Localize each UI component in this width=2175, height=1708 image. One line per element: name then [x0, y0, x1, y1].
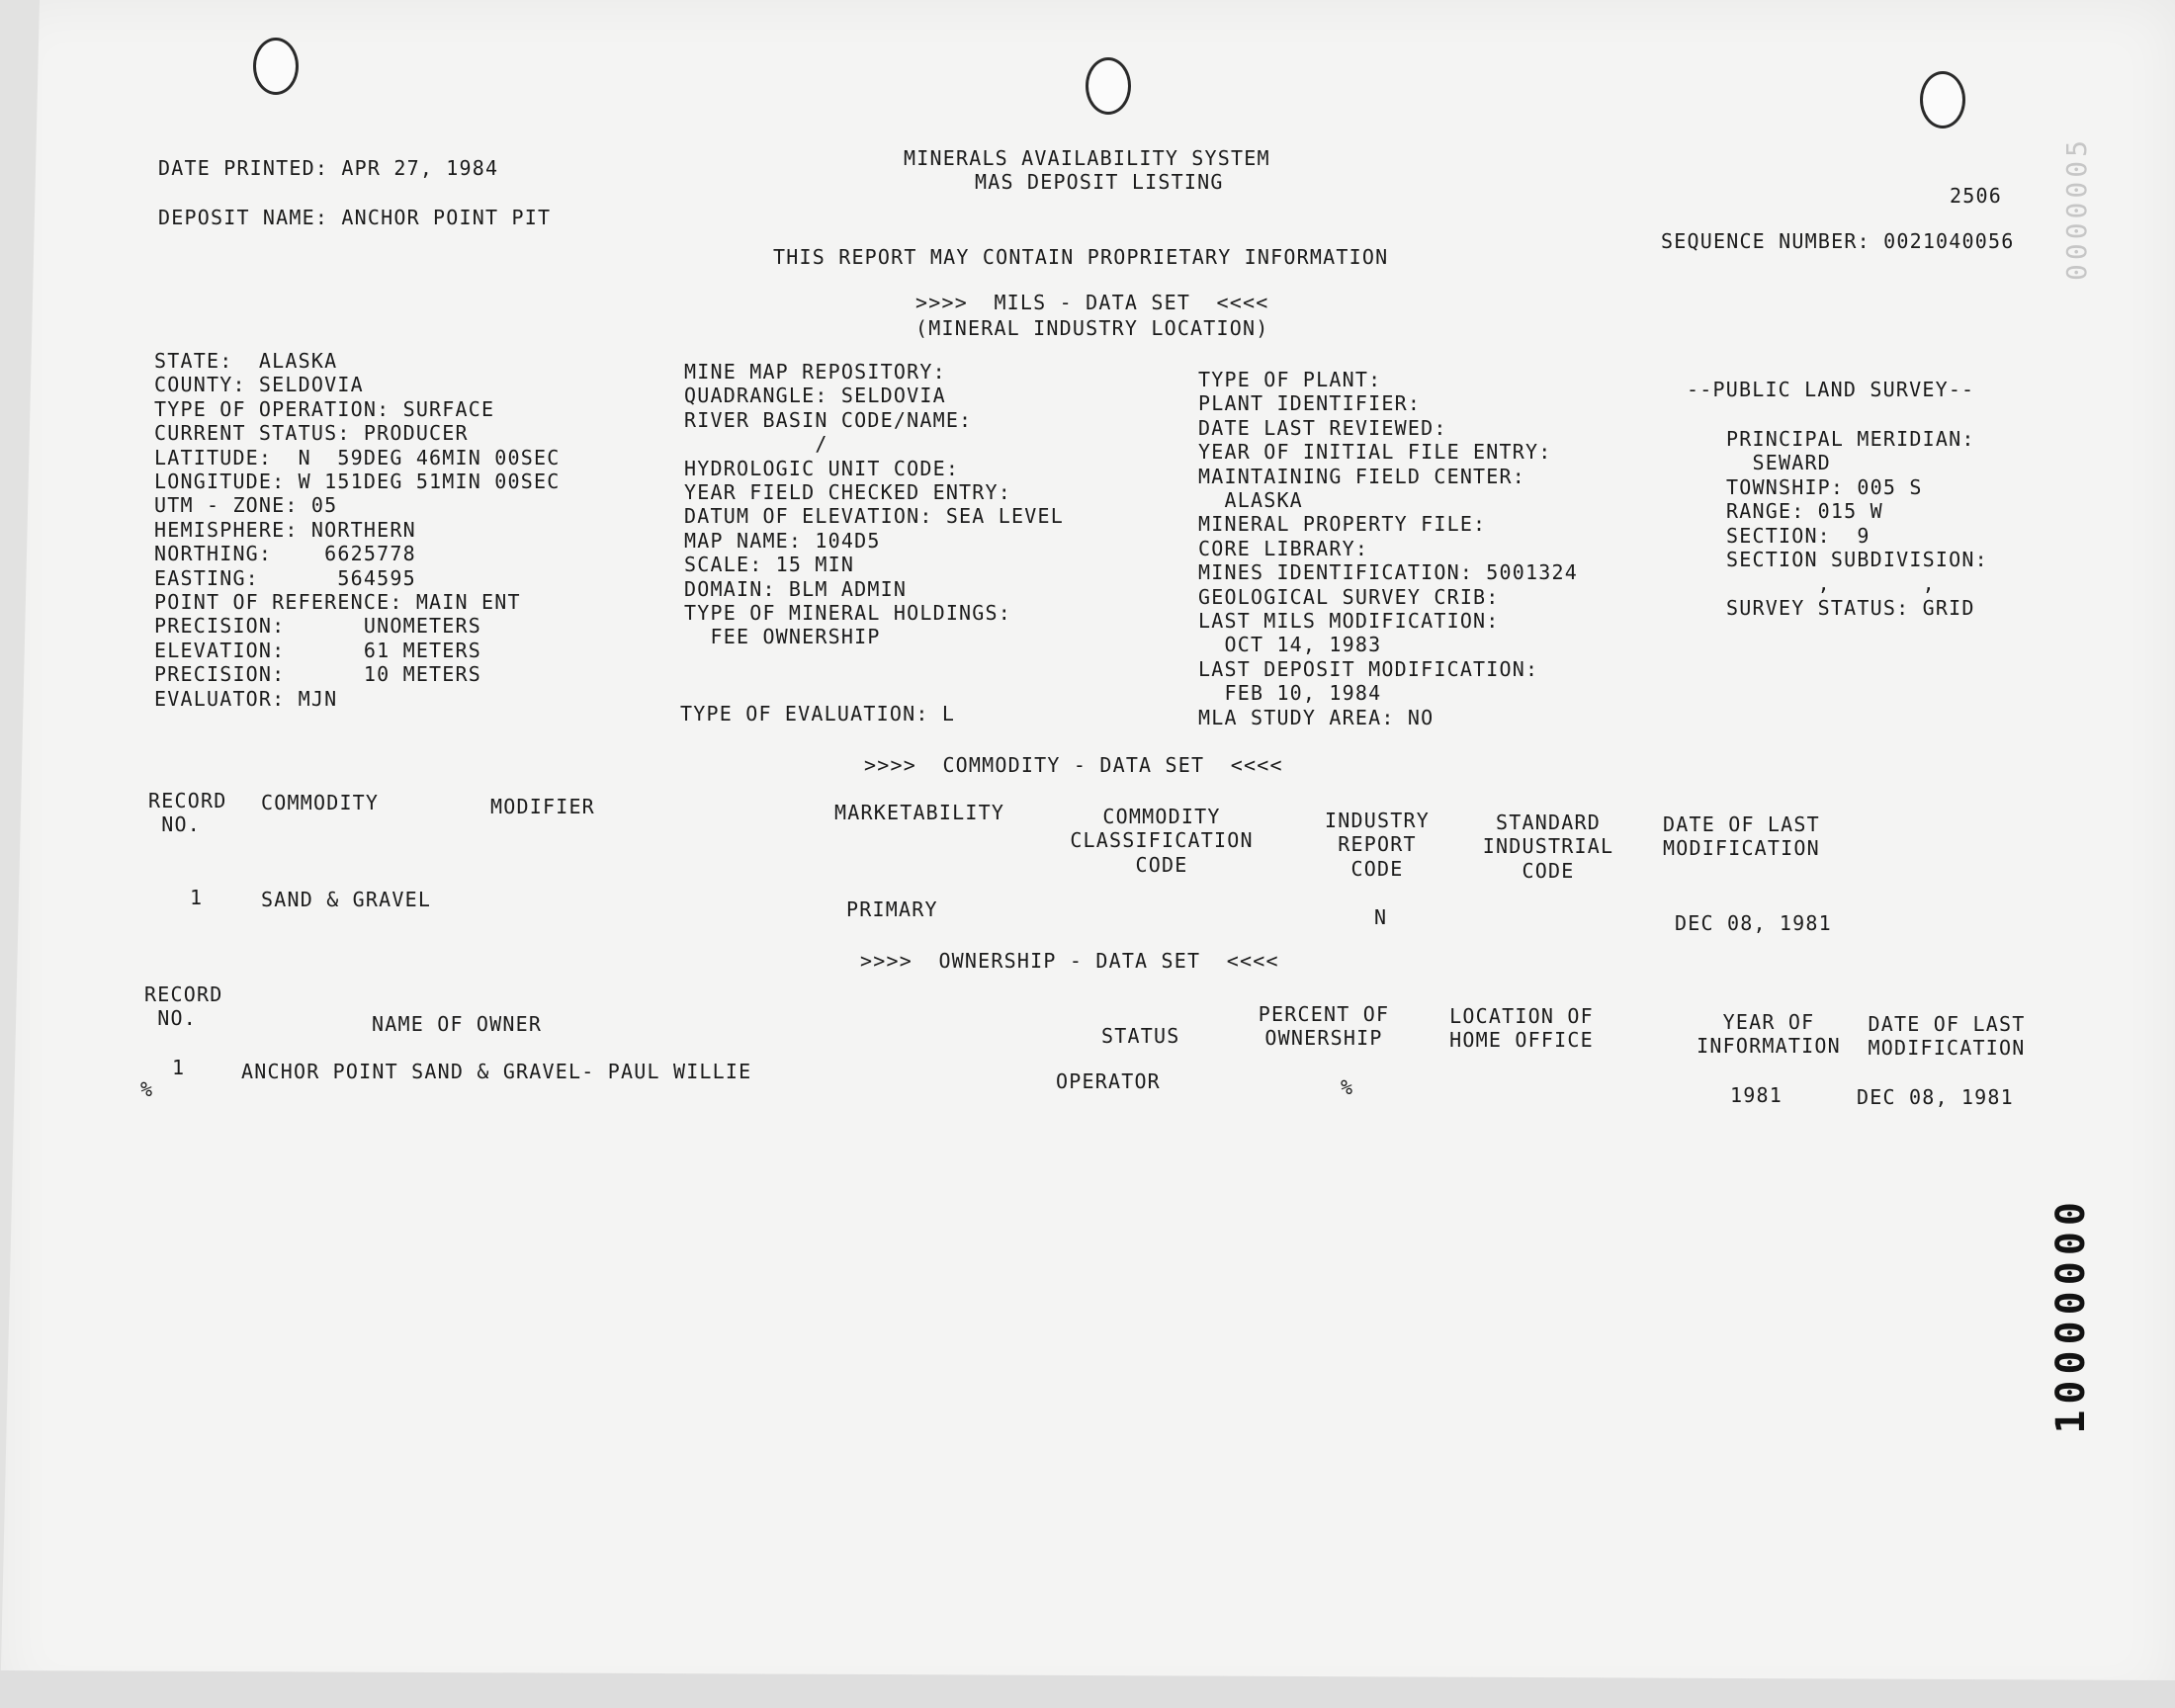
punch-hole-left — [253, 38, 299, 95]
location-line: POINT OF REFERENCE: MAIN ENT — [154, 590, 521, 615]
commodity-header-sic: STANDARD INDUSTRIAL CODE — [1482, 811, 1614, 883]
ownership-row-prefix: % — [140, 1077, 154, 1101]
location-line: PRECISION: UNOMETERS — [154, 614, 482, 639]
location-line: SECTION SUBDIVISION: — [1726, 548, 1988, 572]
punch-hole-center — [1086, 57, 1131, 115]
location-line: MINERAL PROPERTY FILE: — [1198, 512, 1487, 537]
location-line: TYPE OF PLANT: — [1198, 368, 1382, 391]
location-line: LATITUDE: N 59DEG 46MIN 00SEC — [154, 445, 561, 470]
location-line: OCT 14, 1983 — [1198, 633, 1382, 657]
location-line: LAST DEPOSIT MODIFICATION: — [1198, 656, 1539, 681]
location-line: ELEVATION: 61 METERS — [154, 638, 482, 662]
commodity-header-classification: COMMODITY CLASSIFICATION CODE — [1070, 805, 1254, 877]
location-line: SCALE: 15 MIN — [684, 553, 855, 577]
location-line: PRINCIPAL MERIDIAN: — [1726, 427, 1975, 451]
location-line: EASTING: 564595 — [154, 565, 416, 590]
frame-number-bottom: 10000000 — [2048, 1196, 2094, 1434]
ownership-header-year: YEAR OF INFORMATION — [1696, 1010, 1841, 1059]
mils-subtitle: (MINERAL INDUSTRY LOCATION) — [915, 316, 1269, 340]
location-column-4 — [1726, 427, 1988, 620]
commodity-name: SAND & GRAVEL — [261, 888, 432, 911]
location-column-2 — [684, 360, 1064, 649]
commodity-date-last-mod: DEC 08, 1981 — [1675, 911, 1832, 935]
location-line: DATE LAST REVIEWED: — [1198, 415, 1447, 440]
location-line: COUNTY: SELDOVIA — [154, 373, 364, 397]
location-line: HEMISPHERE: NORTHERN — [154, 517, 416, 542]
location-line: / — [684, 432, 828, 457]
page-number: 2506 — [1950, 184, 2002, 208]
location-line: MLA STUDY AREA: NO — [1198, 705, 1435, 729]
location-line: LONGITUDE: W 151DEG 51MIN 00SEC — [154, 470, 561, 494]
commodity-header-marketability: MARKETABILITY — [834, 801, 1005, 824]
location-line: PRECISION: 10 METERS — [154, 662, 482, 687]
public-land-survey-title: --PUBLIC LAND SURVEY-- — [1687, 378, 1975, 401]
location-line: YEAR OF INITIAL FILE ENTRY: — [1198, 440, 1552, 465]
location-line: SECTION: 9 — [1726, 523, 1870, 548]
commodity-header-date-last-mod: DATE OF LAST MODIFICATION — [1663, 812, 1820, 861]
location-line: TYPE OF OPERATION: SURFACE — [154, 396, 495, 421]
ownership-header-percent: PERCENT OF OWNERSHIP — [1258, 1002, 1390, 1051]
location-line: , , — [1726, 571, 1936, 596]
commodity-marketability: PRIMARY — [846, 897, 938, 921]
location-line: SEWARD — [1726, 451, 1831, 475]
commodity-industry-report: N — [1374, 905, 1388, 929]
sequence-number: SEQUENCE NUMBER: 0021040056 — [1661, 229, 2015, 253]
ownership-status: OPERATOR — [1056, 1069, 1161, 1093]
type-of-evaluation: TYPE OF EVALUATION: L — [680, 702, 956, 726]
ownership-header-record-no: RECORD NO. — [144, 982, 223, 1031]
location-line: MINE MAP REPOSITORY: — [684, 360, 946, 384]
location-line: NORTHING: 6625778 — [154, 542, 416, 566]
location-line: ALASKA — [1198, 488, 1303, 513]
location-line: CORE LIBRARY: — [1198, 536, 1369, 560]
location-line: RIVER BASIN CODE/NAME: — [684, 407, 973, 432]
location-line: DATUM OF ELEVATION: SEA LEVEL — [684, 504, 1064, 529]
location-line: QUADRANGLE: SELDOVIA — [684, 384, 946, 408]
location-line: CURRENT STATUS: PRODUCER — [154, 421, 469, 446]
location-line: UTM - ZONE: 05 — [154, 493, 338, 518]
ownership-banner: >>>> OWNERSHIP - DATA SET <<<< — [860, 949, 1279, 973]
commodity-header-commodity: COMMODITY — [261, 791, 380, 814]
deposit-name: DEPOSIT NAME: ANCHOR POINT PIT — [158, 206, 552, 229]
system-title: MINERALS AVAILABILITY SYSTEM — [904, 146, 1270, 170]
listing-title: MAS DEPOSIT LISTING — [975, 170, 1224, 194]
ownership-date-last-mod: DEC 08, 1981 — [1857, 1085, 2014, 1109]
commodity-header-modifier: MODIFIER — [490, 795, 595, 818]
location-line: MAINTAINING FIELD CENTER: — [1198, 464, 1526, 488]
ownership-percent: % — [1341, 1075, 1354, 1099]
location-line: GEOLOGICAL SURVEY CRIB: — [1198, 584, 1500, 609]
commodity-header-industry-report: INDUSTRY REPORT CODE — [1325, 809, 1430, 881]
location-line: HYDROLOGIC UNIT CODE: — [684, 456, 960, 480]
ownership-header-name: NAME OF OWNER — [372, 1012, 543, 1036]
location-line: STATE: ALASKA — [154, 349, 338, 373]
ownership-header-date-last-mod: DATE OF LAST MODIFICATION — [1868, 1012, 2026, 1061]
location-line: SURVEY STATUS: GRID — [1726, 595, 1975, 620]
commodity-banner: >>>> COMMODITY - DATA SET <<<< — [864, 753, 1283, 777]
location-line: FEE OWNERSHIP — [684, 625, 881, 649]
date-printed: DATE PRINTED: APR 27, 1984 — [158, 156, 499, 180]
location-column-1 — [154, 349, 560, 711]
location-line: DOMAIN: BLM ADMIN — [684, 576, 908, 601]
ownership-record-no: 1 — [172, 1056, 186, 1079]
ownership-year: 1981 — [1730, 1083, 1783, 1107]
punch-hole-right — [1920, 71, 1965, 128]
location-line: FEB 10, 1984 — [1198, 681, 1382, 706]
ownership-header-status: STATUS — [1101, 1024, 1180, 1048]
owner-name: ANCHOR POINT SAND & GRAVEL- PAUL WILLIE — [241, 1060, 752, 1083]
location-line: TOWNSHIP: 005 S — [1726, 474, 1923, 499]
location-line: EVALUATOR: MJN — [154, 686, 338, 711]
commodity-header-record-no: RECORD NO. — [148, 789, 227, 837]
mils-banner: >>>> MILS - DATA SET <<<< — [915, 291, 1269, 314]
location-line: MAP NAME: 104D5 — [684, 528, 881, 553]
proprietary-notice: THIS REPORT MAY CONTAIN PROPRIETARY INFORMATION — [773, 245, 1389, 269]
commodity-record-no: 1 — [190, 886, 204, 909]
location-column-3 — [1198, 368, 1578, 729]
location-line: PLANT IDENTIFIER: — [1198, 391, 1422, 416]
ownership-header-location: LOCATION OF HOME OFFICE — [1449, 1004, 1594, 1053]
location-line: LAST MILS MODIFICATION: — [1198, 609, 1500, 634]
location-line: TYPE OF MINERAL HOLDINGS: — [684, 601, 1012, 626]
frame-number-top: 0000005 — [2060, 136, 2093, 282]
location-line: YEAR FIELD CHECKED ENTRY: — [684, 480, 1012, 505]
location-line: MINES IDENTIFICATION: 5001324 — [1198, 560, 1578, 585]
location-line: RANGE: 015 W — [1726, 499, 1883, 524]
